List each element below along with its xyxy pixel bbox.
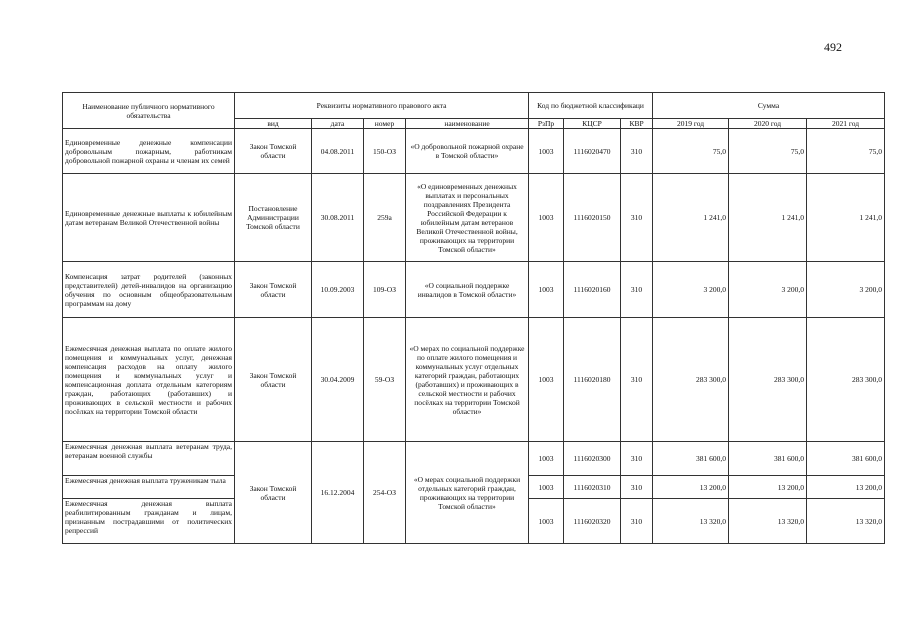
act-type-cell: Постановление Администрации Томской области <box>235 174 312 262</box>
kvr-cell: 310 <box>621 262 653 318</box>
kvr-cell: 310 <box>621 476 653 499</box>
kcsr-cell: 1116020300 <box>564 442 621 476</box>
table-row <box>63 174 885 262</box>
sum-2019-cell: 283 300,0 <box>653 318 729 442</box>
header-obligation: Наименование публичного нормативного обязательства <box>63 93 235 129</box>
rzpr-cell: 1003 <box>529 476 564 499</box>
table-row <box>63 442 885 476</box>
header-sum: Сумма <box>653 93 885 119</box>
kvr-cell: 310 <box>621 318 653 442</box>
act-name-cell: «О социальной поддержке инвалидов в Томской области» <box>406 262 529 318</box>
act-name-cell: «О мерах социальной поддержки отдельных категорий граждан, проживающих на территории Томской области» <box>406 442 529 544</box>
header-rzpr: РзПр <box>529 119 564 129</box>
sum-2020-cell: 13 200,0 <box>729 476 807 499</box>
rzpr-cell: 1003 <box>529 442 564 476</box>
header-2020: 2020 год <box>729 119 807 129</box>
kcsr-cell: 1116020320 <box>564 499 621 544</box>
act-type-cell: Закон Томской области <box>235 262 312 318</box>
rzpr-cell: 1003 <box>529 262 564 318</box>
act-name-cell: «О единовременных денежных выплатах и персональных поздравлениях Президента Российской Федерации к юбилейным датам ветеранов Великой Отечественной войны, проживающих на территории Томской области» <box>406 174 529 262</box>
header-2021: 2021 год <box>807 119 885 129</box>
rzpr-cell: 1003 <box>529 318 564 442</box>
act-number-cell: 254-ОЗ <box>364 442 406 544</box>
act-name-cell: «О добровольной пожарной охране в Томской области» <box>406 129 529 174</box>
sum-2020-cell: 3 200,0 <box>729 262 807 318</box>
kcsr-cell: 1116020310 <box>564 476 621 499</box>
act-type-cell: Закон Томской области <box>235 318 312 442</box>
act-number-cell: 109-ОЗ <box>364 262 406 318</box>
act-date-cell: 04.08.2011 <box>312 129 364 174</box>
obligation-cell: Единовременные денежные выплаты к юбилейным датам ветеранам Великой Отечественной войны <box>63 174 235 262</box>
sum-2019-cell: 381 600,0 <box>653 442 729 476</box>
obligation-cell: Ежемесячная денежная выплата труженикам тыла <box>63 476 235 499</box>
sum-2020-cell: 75,0 <box>729 129 807 174</box>
act-date-cell: 10.09.2003 <box>312 262 364 318</box>
act-date-cell: 16.12.2004 <box>312 442 364 544</box>
header-number: номер <box>364 119 406 129</box>
sum-2020-cell: 1 241,0 <box>729 174 807 262</box>
sum-2021-cell: 1 241,0 <box>807 174 885 262</box>
header-vid: вид <box>235 119 312 129</box>
sum-2019-cell: 3 200,0 <box>653 262 729 318</box>
obligation-cell: Ежемесячная денежная выплата ветеранам труда, ветеранам военной службы <box>63 442 235 476</box>
obligation-cell: Компенсация затрат родителей (законных представителей) детей-инвалидов на организацию обучения по основным общеобразовательным программам на дому <box>63 262 235 318</box>
sum-2019-cell: 13 200,0 <box>653 476 729 499</box>
table-row <box>63 262 885 318</box>
table-row <box>63 129 885 174</box>
kvr-cell: 310 <box>621 129 653 174</box>
rzpr-cell: 1003 <box>529 174 564 262</box>
table-row <box>63 318 885 442</box>
act-date-cell: 30.08.2011 <box>312 174 364 262</box>
act-number-cell: 59-ОЗ <box>364 318 406 442</box>
act-date-cell: 30.04.2009 <box>312 318 364 442</box>
kvr-cell: 310 <box>621 174 653 262</box>
header-date: дата <box>312 119 364 129</box>
obligation-cell: Ежемесячная денежная выплата по оплате жилого помещения и коммунальных услуг, денежная компенсация расходов на оплату жилого помещения и коммунальных услуг и компенсационная доплата отдельным категориям граждан, работающих (работавших) и проживающих в сельской местности и рабочих посёлках на территории Томской области <box>63 318 235 442</box>
kcsr-cell: 1116020160 <box>564 262 621 318</box>
act-number-cell: 259а <box>364 174 406 262</box>
header-name: наименование <box>406 119 529 129</box>
page-number: 492 <box>824 40 842 54</box>
rzpr-cell: 1003 <box>529 499 564 544</box>
obligation-cell: Единовременные денежные компенсации добровольным пожарным, работникам добровольной пожарной охраны и членам их семей <box>63 129 235 174</box>
sum-2019-cell: 1 241,0 <box>653 174 729 262</box>
sum-2020-cell: 283 300,0 <box>729 318 807 442</box>
sum-2021-cell: 13 320,0 <box>807 499 885 544</box>
kcsr-cell: 1116020150 <box>564 174 621 262</box>
kvr-cell: 310 <box>621 442 653 476</box>
sum-2019-cell: 75,0 <box>653 129 729 174</box>
act-type-cell: Закон Томской области <box>235 129 312 174</box>
header-requisites: Реквизиты нормативного правового акта <box>235 93 529 119</box>
sum-2020-cell: 13 320,0 <box>729 499 807 544</box>
header-2019: 2019 год <box>653 119 729 129</box>
sum-2021-cell: 283 300,0 <box>807 318 885 442</box>
header-kvr: КВР <box>621 119 653 129</box>
act-name-cell: «О мерах по социальной поддержке по оплате жилого помещения и коммунальных услуг отдельных категорий граждан, работающих (работавших) и проживающих в сельской местности и рабочих посёлках на территории Томской области» <box>406 318 529 442</box>
kcsr-cell: 1116020470 <box>564 129 621 174</box>
obligation-cell: Ежемесячная денежная выплата реабилитированным гражданам и лицам, признанным пострадавшими от политических репрессий <box>63 499 235 544</box>
sum-2021-cell: 3 200,0 <box>807 262 885 318</box>
sum-2021-cell: 13 200,0 <box>807 476 885 499</box>
act-number-cell: 150-ОЗ <box>364 129 406 174</box>
header-budget-code: Код по бюджетной классификаци <box>529 93 653 119</box>
act-type-cell: Закон Томской области <box>235 442 312 544</box>
header-kcsr: КЦСР <box>564 119 621 129</box>
kcsr-cell: 1116020180 <box>564 318 621 442</box>
header-row-1 <box>63 93 885 119</box>
sum-2020-cell: 381 600,0 <box>729 442 807 476</box>
budget-obligations-table <box>62 92 885 544</box>
kvr-cell: 310 <box>621 499 653 544</box>
sum-2019-cell: 13 320,0 <box>653 499 729 544</box>
rzpr-cell: 1003 <box>529 129 564 174</box>
sum-2021-cell: 75,0 <box>807 129 885 174</box>
sum-2021-cell: 381 600,0 <box>807 442 885 476</box>
